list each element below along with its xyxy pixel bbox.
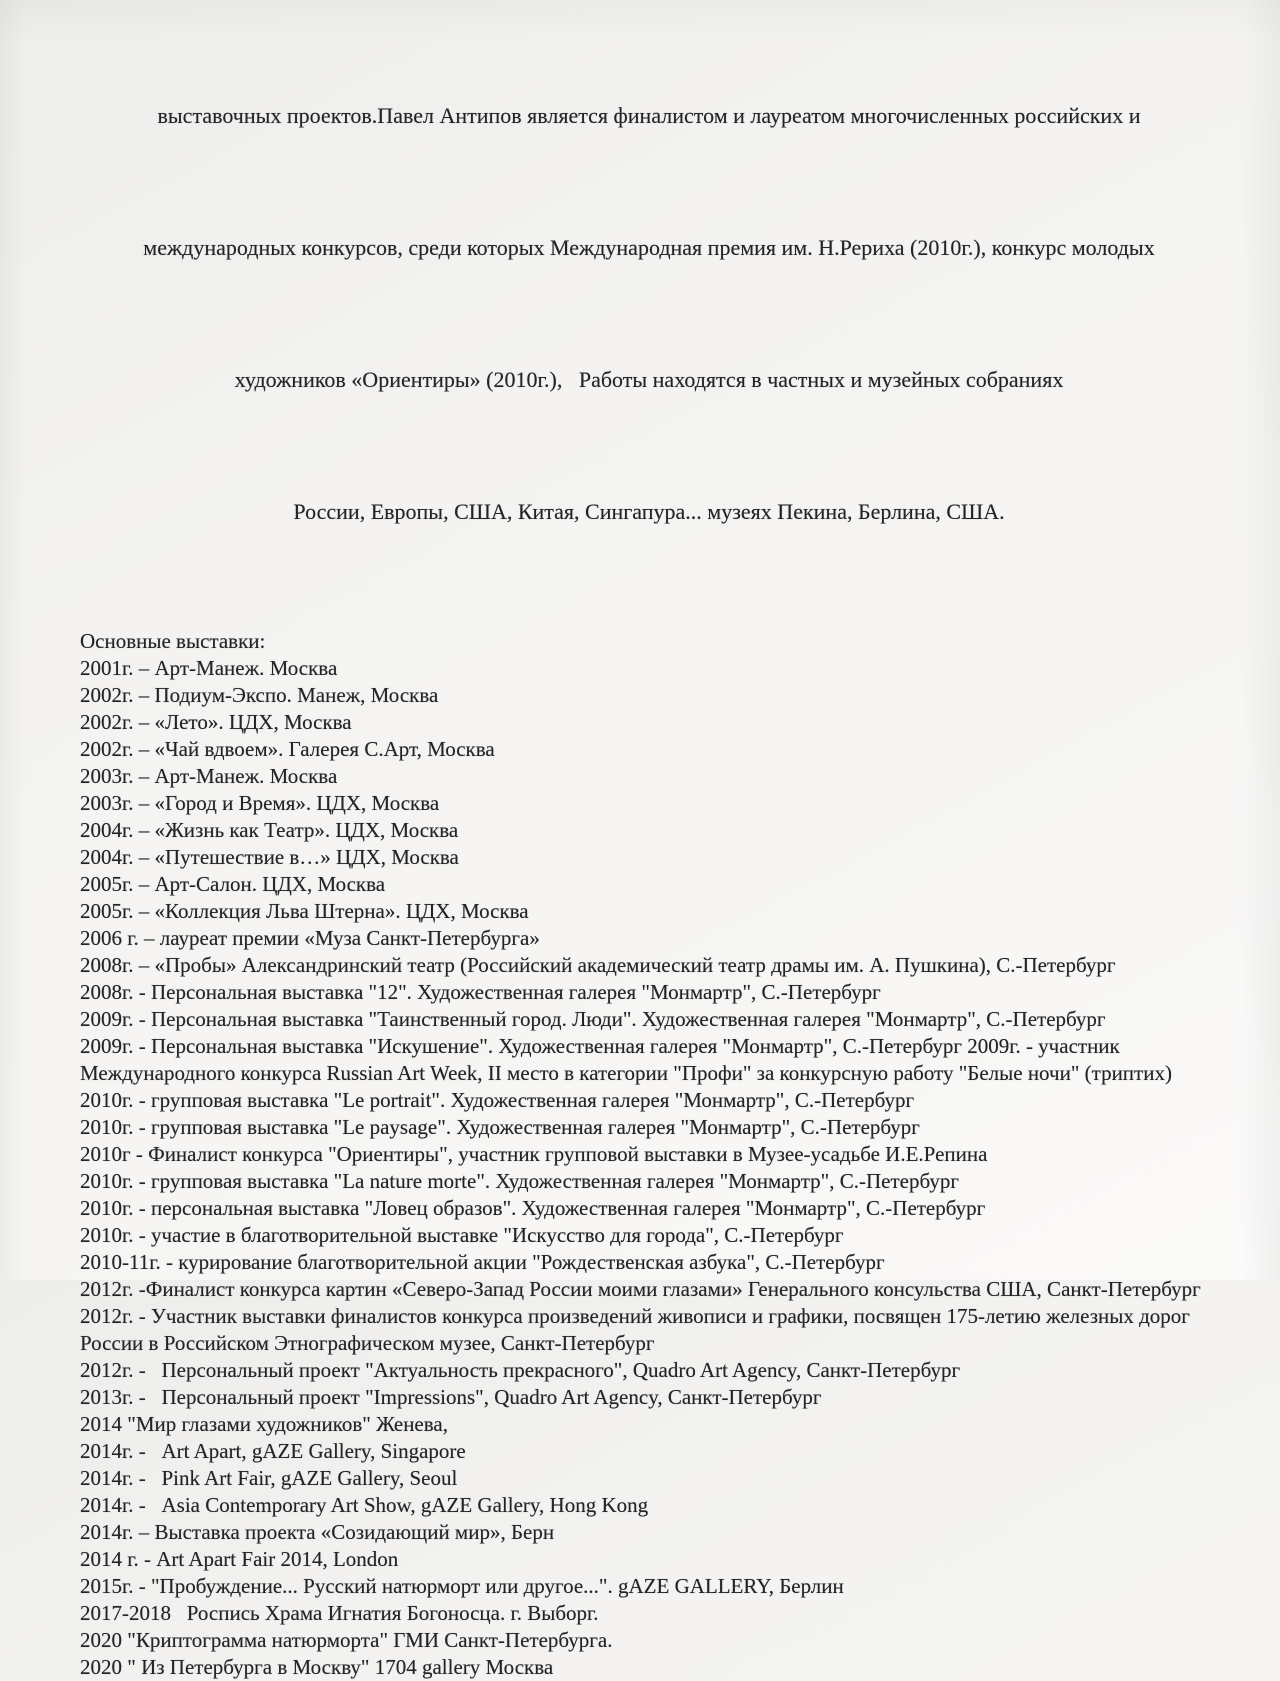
exhibition-item: 2014 "Мир глазами художников" Женева,	[80, 1412, 448, 1436]
exhibition-item: 2010г - Финалист конкурса "Ориентиры", участник групповой выставки в Музее-усадьбе И.Е.Репина	[80, 1142, 988, 1166]
exhibition-item: 2010г. - групповая выставка "La nature morte". Художественная галерея "Монмартр", С.-Петербург	[80, 1169, 959, 1193]
exhibition-item: 2005г. – Арт-Салон. ЦДХ, Москва	[80, 872, 386, 896]
intro-line: выставочных проектов.Павел Антипов является финалистом и лауреатом многочисленных российских и	[157, 103, 1141, 128]
exhibition-item: 2010г. - групповая выставка "Le paysage". Художественная галерея "Монмартр", С.-Петербург	[80, 1115, 920, 1139]
exhibition-item: 2002г. – Подиум-Экспо. Манеж, Москва	[80, 683, 439, 707]
intro-line: России, Европы, США, Китая, Сингапура... музеях Пекина, Берлина, США.	[293, 499, 1005, 524]
intro-paragraph	[80, 6, 1218, 622]
exhibition-item: 2017-2018 Роспись Храма Игнатия Богоносца. г. Выборг.	[80, 1601, 599, 1625]
exhibition-item: 2014г. - Art Apart, gAZE Gallery, Singapore	[80, 1439, 466, 1463]
exhibition-item: 2005г. – «Коллекция Льва Штерна». ЦДХ, Москва	[80, 899, 529, 923]
exhibition-item: 2012г. -Финалист конкурса картин «Северо-Запад России моими глазами» Генерального консульства США, Санкт-Петербург	[80, 1277, 1201, 1301]
intro-line: международных конкурсов, среди которых Международная премия им. Н.Рериха (2010г.), конкурс молодых	[143, 235, 1155, 260]
exhibition-item: 2004г. – «Путешествие в…» ЦДХ, Москва	[80, 845, 459, 869]
intro-line: художников «Ориентиры» (2010г.), Работы находятся в частных и музейных собраниях	[234, 367, 1064, 392]
exhibition-item: 2002г. – «Чай вдвоем». Галерея С.Арт, Москва	[80, 737, 495, 761]
exhibition-item: 2014г. - Asia Contemporary Art Show, gAZE Gallery, Hong Kong	[80, 1493, 649, 1517]
exhibition-item: 2006 г. – лауреат премии «Муза Санкт-Петербурга»	[80, 926, 540, 950]
exhibition-item: 2020 " Из Петербурга в Москву" 1704 gallery Москва	[80, 1655, 554, 1679]
exhibition-item: 2020 "Криптограмма натюрморта" ГМИ Санкт-Петербурга.	[80, 1628, 613, 1652]
exhibition-item: 2004г. – «Жизнь как Театр». ЦДХ, Москва	[80, 818, 459, 842]
exhibition-item: 2002г. – «Лето». ЦДХ, Москва	[80, 710, 352, 734]
exhibition-item: 2010г. - участие в благотворительной выставке "Искусство для города", С.-Петербург	[80, 1223, 844, 1247]
exhibition-item: 2013г. - Персональный проект "Impressions", Quadro Art Agency, Санкт-Петербург	[80, 1385, 822, 1409]
exhibition-item: 2014г. – Выставка проекта «Созидающий мир», Берн	[80, 1520, 555, 1544]
exhibition-item: 2015г. - "Пробуждение... Русский натюрморт или другое...". gAZE GALLERY, Берлин	[80, 1574, 844, 1598]
exhibition-item: 2010-11г. - курирование благотворительной акции "Рождественская азбука", С.-Петербург	[80, 1250, 885, 1274]
exhibition-item: 2014г. - Pink Art Fair, gAZE Gallery, Seoul	[80, 1466, 458, 1490]
exhibition-item: 2009г. - Персональная выставка "Таинственный город. Люди". Художественная галерея "Монмартр", С.-Петербург	[80, 1007, 1106, 1031]
exhibition-item: 2008г. – «Пробы» Александринский театр (Российский академический театр драмы им. А. Пушкина), С.-Петербург	[80, 953, 1116, 977]
exhibitions-list	[80, 655, 1218, 1681]
exhibition-item: 2003г. – «Город и Время». ЦДХ, Москва	[80, 791, 440, 815]
exhibition-item: 2008г. - Персональная выставка "12". Художественная галерея "Монмартр", С.-Петербург	[80, 980, 881, 1004]
exhibition-item: 2012г. - Участник выставки финалистов конкурса произведений живописи и графики, посвящен 175-летию железных дорог России в Российском Этнографическом музее, Санкт-Петербург	[80, 1304, 1196, 1355]
exhibition-item: 2009г. - Персональная выставка "Искушение". Художественная галерея "Монмартр", С.-Петербург 2009г. - участник Международного конкурса Russian Art Week, II место в категории "Профи" за конкурсную работу "Белые ночи" (триптих)	[80, 1034, 1172, 1085]
exhibition-item: 2003г. – Арт-Манеж. Москва	[80, 764, 338, 788]
exhibitions-heading: Основные выставки:	[80, 629, 266, 653]
exhibition-item: 2010г. - персональная выставка "Ловец образов". Художественная галерея "Монмартр", С.-Петербург	[80, 1196, 986, 1220]
exhibition-item: 2001г. – Арт-Манеж. Москва	[80, 656, 338, 680]
exhibition-item: 2010г. - групповая выставка "Le portrait". Художественная галерея "Монмартр", С.-Петербург	[80, 1088, 915, 1112]
exhibition-item: 2014 г. - Art Apart Fair 2014, London	[80, 1547, 399, 1571]
exhibition-item: 2012г. - Персональный проект "Актуальность прекрасного", Quadro Art Agency, Санкт-Петербург	[80, 1358, 961, 1382]
